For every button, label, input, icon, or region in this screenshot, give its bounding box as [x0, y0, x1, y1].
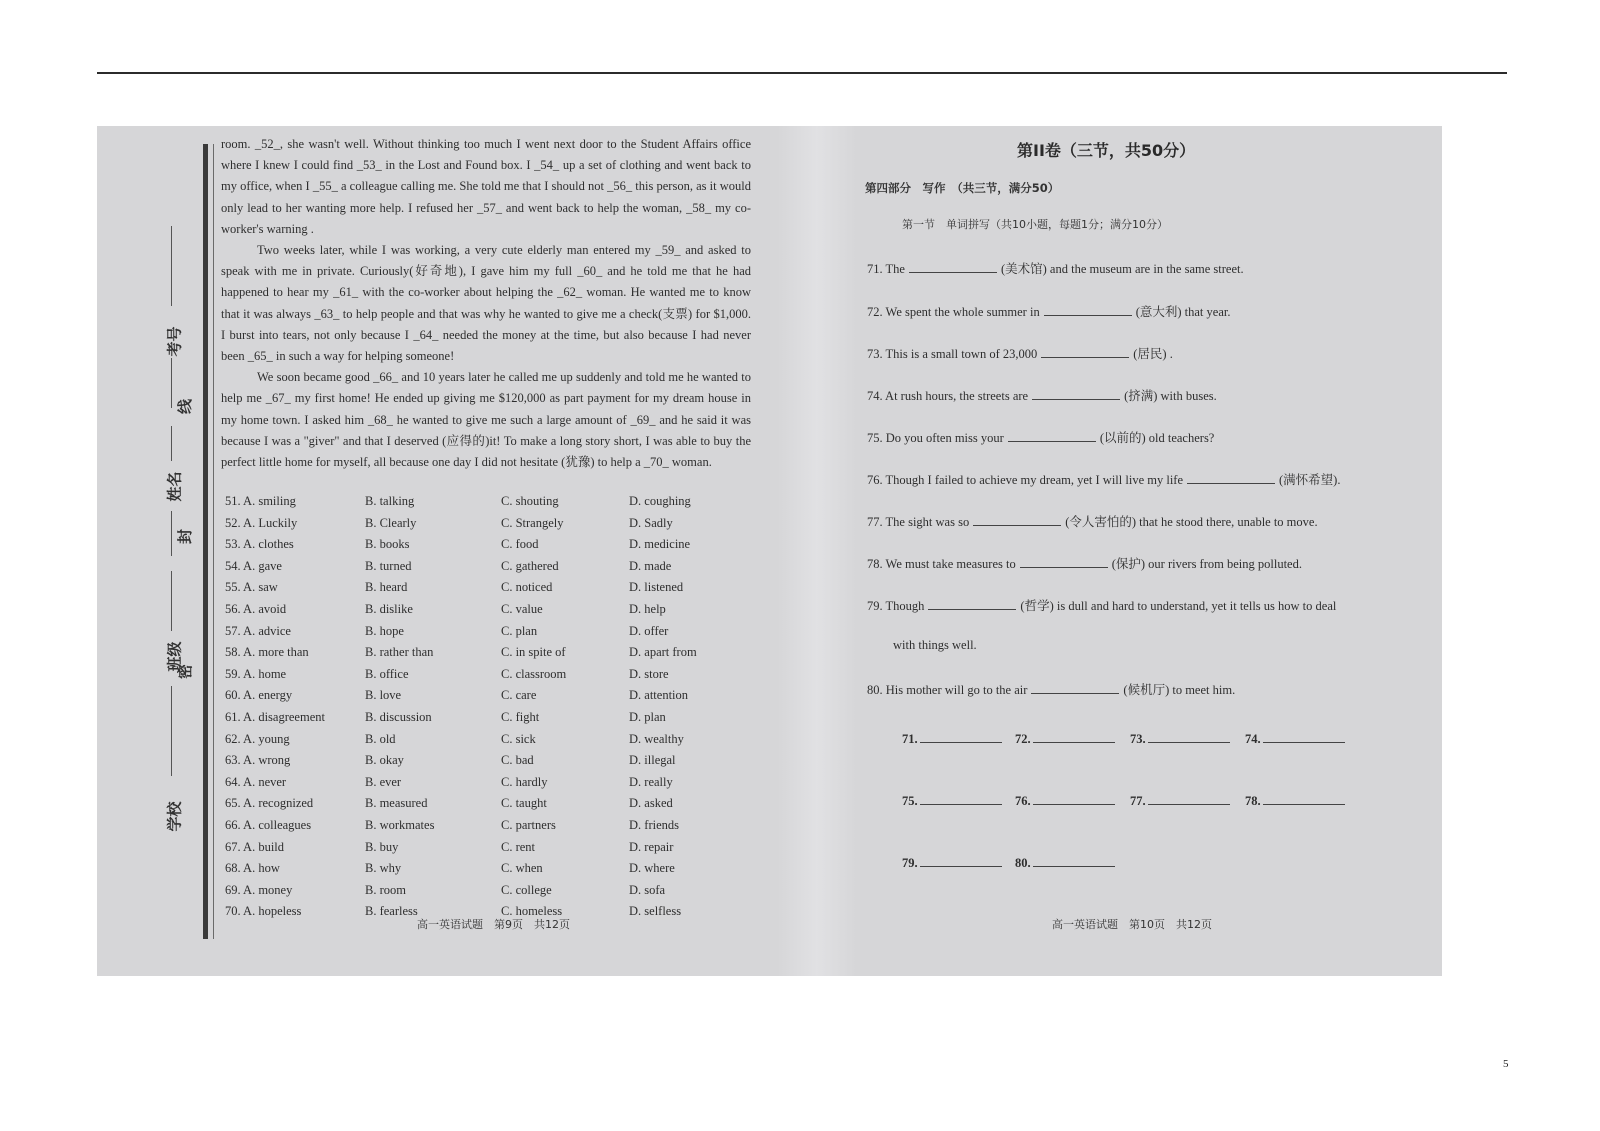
top-rule	[97, 72, 1507, 74]
field-line-class	[171, 686, 172, 776]
option-c: C. hardly	[501, 774, 548, 789]
answer-79: 79.	[902, 856, 1006, 871]
option-c: C. rent	[501, 839, 536, 854]
option-d: D. listened	[629, 580, 684, 595]
answer-blank[interactable]	[1008, 431, 1096, 442]
answer-71: 71.	[902, 732, 1006, 747]
passage-paragraph: room. _52_, she wasn't well. Without thinking too much I went next door to the Student Affairs office where I knew I could find _53_ in the Lost and Found box. I _54_ up a set of clothing and went back to my office, when I _55_ a colleague calling me. She told me that I should not _56_ this person, as it would only lead to her wanting more help. I refused her _57_ and went back to help the woman, _58_ my co-worker's warning .	[221, 137, 751, 236]
option-row	[225, 861, 765, 883]
option-d: D. wealthy	[629, 731, 684, 746]
option-b: B. workmates	[365, 817, 435, 832]
option-row	[225, 796, 765, 818]
option-row	[225, 710, 765, 732]
option-b: B. heard	[365, 580, 408, 595]
page-number: 5	[1503, 1058, 1509, 1070]
label-secret: 密	[176, 663, 195, 680]
answer-blank[interactable]	[973, 515, 1061, 526]
option-row	[225, 602, 765, 624]
option-d: D. help	[629, 601, 666, 616]
option-c: C. value	[501, 601, 543, 616]
option-a: 57. A. advice	[225, 623, 291, 638]
option-c: C. homeless	[501, 904, 563, 919]
option-a: 69. A. money	[225, 882, 293, 897]
option-b: B. Clearly	[365, 515, 417, 530]
option-d: D. plan	[629, 709, 666, 724]
option-a: 63. A. wrong	[225, 753, 291, 768]
answer-line[interactable]	[1263, 732, 1345, 743]
option-c: C. food	[501, 537, 539, 552]
option-row	[225, 667, 765, 689]
option-d: D. made	[629, 558, 672, 573]
option-row	[225, 516, 765, 538]
question-79: 79. Though (哲学) is dull and hard to understand, yet it tells us how to deal	[867, 599, 1337, 613]
option-d: D. store	[629, 666, 669, 681]
answer-line[interactable]	[920, 794, 1002, 805]
answer-line[interactable]	[1148, 794, 1230, 805]
answer-line[interactable]	[920, 732, 1002, 743]
passage-paragraph: We soon became good _66_ and 10 years later he called me up suddenly and told me he wanted to help me _67_ my first home! He ended up giving me $120,000 as part payment for my dream house in my home town. I asked him _68_ he wanted to give me such a large amount of _69_ and he said it was because I was a "giver" and that I deserved (应得的)it! To make a long story short, I was able to buy the perfect little home for myself, all because one day I did not hesitate (犹豫) to help a _70_ woman.	[221, 370, 751, 470]
option-a: 53. A. clothes	[225, 537, 294, 552]
question-71: 71. The (美术馆) and the museum are in the same street.	[867, 262, 1244, 276]
answer-line[interactable]	[1148, 732, 1230, 743]
option-d: D. Sadly	[629, 515, 673, 530]
option-b: B. okay	[365, 753, 404, 768]
option-a: 58. A. more than	[225, 645, 309, 660]
option-c: C. bad	[501, 753, 534, 768]
question-80: 80. His mother will go to the air (候机厅) to meet him.	[867, 683, 1236, 697]
option-b: B. hope	[365, 623, 404, 638]
field-line-name	[171, 511, 172, 556]
option-b: B. rather than	[365, 645, 434, 660]
option-b: B. office	[365, 666, 409, 681]
option-b: B. fearless	[365, 904, 418, 919]
option-c: C. care	[501, 688, 537, 703]
option-a: 60. A. energy	[225, 688, 293, 703]
answer-76: 76.	[1015, 794, 1119, 809]
option-c: C. classroom	[501, 666, 567, 681]
option-d: D. offer	[629, 623, 669, 638]
option-row	[225, 753, 765, 775]
option-d: D. really	[629, 774, 673, 789]
option-row	[225, 580, 765, 602]
label-class: 班级	[165, 641, 184, 672]
option-b: B. books	[365, 537, 410, 552]
option-b: B. talking	[365, 494, 415, 508]
option-row	[225, 732, 765, 754]
section-heading: 第一节 单词拼写（共10小题，每题1分；满分10分）	[902, 218, 1168, 231]
option-d: D. where	[629, 861, 675, 876]
label-seal: 封	[176, 528, 195, 545]
scanned-exam-spread	[97, 126, 1442, 976]
option-c: C. sick	[501, 731, 536, 746]
option-a: 55. A. saw	[225, 580, 278, 595]
option-b: B. dislike	[365, 601, 413, 616]
answer-blank[interactable]	[1031, 683, 1119, 694]
field-line-3	[171, 426, 172, 461]
option-a: 68. A. how	[225, 861, 280, 876]
field-line-2	[171, 358, 172, 408]
option-a: 62. A. young	[225, 731, 290, 746]
option-b: B. room	[365, 882, 406, 897]
option-a: 65. A. recognized	[225, 796, 314, 811]
option-a: 70. A. hopeless	[225, 904, 302, 919]
answer-line[interactable]	[1263, 794, 1345, 805]
option-c: C. college	[501, 882, 552, 897]
option-c: C. noticed	[501, 580, 553, 595]
answer-74: 74.	[1245, 732, 1349, 747]
option-d: D. medicine	[629, 537, 691, 552]
option-a: 59. A. home	[225, 666, 287, 681]
option-row	[225, 840, 765, 862]
option-row	[225, 883, 765, 905]
label-school: 学校	[165, 801, 184, 832]
options-list	[225, 494, 765, 926]
option-c: C. partners	[501, 817, 556, 832]
answer-blank[interactable]	[1044, 305, 1132, 316]
option-b: B. turned	[365, 558, 412, 573]
answer-blank[interactable]	[1041, 347, 1129, 358]
option-row	[225, 688, 765, 710]
option-d: D. apart from	[629, 645, 697, 660]
right-page-footer: 高一英语试题 第10页 共12页	[1052, 918, 1212, 931]
field-line-4	[171, 571, 172, 631]
option-a: 64. A. never	[225, 774, 287, 789]
label-line: 线	[176, 398, 195, 415]
answer-72: 72.	[1015, 732, 1119, 747]
option-d: D. friends	[629, 817, 679, 832]
option-c: C. when	[501, 861, 543, 876]
option-c: C. fight	[501, 709, 540, 724]
option-b: B. love	[365, 688, 402, 703]
question-76: 76. Though I failed to achieve my dream, yet I will live my life (满怀希望).	[867, 473, 1341, 487]
question-72: 72. We spent the whole summer in (意大利) that year.	[867, 305, 1231, 319]
option-a: 61. A. disagreement	[225, 709, 325, 724]
option-a: 56. A. avoid	[225, 601, 287, 616]
section-title: 第II卷（三节，共50分）	[1017, 141, 1196, 160]
option-c: C. taught	[501, 796, 547, 811]
label-exam-no: 考号	[165, 326, 184, 357]
option-row	[225, 559, 765, 581]
option-d: D. selfless	[629, 904, 682, 919]
answer-75: 75.	[902, 794, 1006, 809]
option-b: B. discussion	[365, 709, 432, 724]
passage	[221, 134, 751, 473]
question-74: 74. At rush hours, the streets are (挤满) with buses.	[867, 389, 1217, 403]
option-b: B. measured	[365, 796, 428, 811]
option-a: 52. A. Luckily	[225, 515, 298, 530]
option-d: D. coughing	[629, 494, 691, 508]
option-d: D. asked	[629, 796, 673, 811]
option-a: 66. A. colleagues	[225, 817, 312, 832]
answer-blank[interactable]	[1032, 389, 1120, 400]
option-row	[225, 537, 765, 559]
answer-line[interactable]	[1033, 794, 1115, 805]
option-c: C. Strangely	[501, 515, 564, 530]
part-heading: 第四部分 写作 （共三节，满分50）	[865, 181, 1060, 195]
question-78: 78. We must take measures to (保护) our rivers from being polluted.	[867, 557, 1302, 571]
option-b: B. old	[365, 731, 396, 746]
option-row	[225, 645, 765, 667]
question-73: 73. This is a small town of 23,000 (居民) .	[867, 347, 1173, 361]
option-row	[225, 494, 765, 516]
answer-78: 78.	[1245, 794, 1349, 809]
option-c: C. plan	[501, 623, 538, 638]
answer-77: 77.	[1130, 794, 1234, 809]
binding-line	[203, 144, 208, 939]
option-row	[225, 624, 765, 646]
answer-line[interactable]	[920, 856, 1002, 867]
option-d: D. sofa	[629, 882, 666, 897]
answer-80: 80.	[1015, 856, 1119, 871]
option-d: D. repair	[629, 839, 674, 854]
binding-thin-line	[213, 144, 214, 939]
answer-line[interactable]	[1033, 856, 1115, 867]
option-row	[225, 775, 765, 797]
answer-blank[interactable]	[928, 599, 1016, 610]
question-75: 75. Do you often miss your (以前的) old teachers?	[867, 431, 1215, 445]
option-a: 54. A. gave	[225, 558, 282, 573]
option-a: 67. A. build	[225, 839, 285, 854]
field-line-exam-no	[171, 226, 172, 306]
question-77: 77. The sight was so (令人害怕的) that he stood there, unable to move.	[867, 515, 1318, 529]
answer-blank[interactable]	[909, 262, 997, 273]
option-c: C. in spite of	[501, 645, 566, 660]
page-fold	[777, 126, 857, 976]
answer-73: 73.	[1130, 732, 1234, 747]
option-b: B. ever	[365, 774, 402, 789]
option-a: 51. A. smiling	[225, 494, 296, 508]
option-c: C. gathered	[501, 558, 559, 573]
answer-blank[interactable]	[1187, 473, 1275, 484]
answer-blank[interactable]	[1020, 557, 1108, 568]
left-page-footer: 高一英语试题 第9页 共12页	[417, 918, 570, 931]
option-c: C. shouting	[501, 494, 559, 508]
label-name: 姓名	[165, 471, 184, 502]
option-b: B. why	[365, 861, 402, 876]
question-79-continued: with things well.	[893, 638, 977, 652]
option-d: D. illegal	[629, 753, 676, 768]
answer-line[interactable]	[1033, 732, 1115, 743]
option-row	[225, 818, 765, 840]
passage-paragraph: Two weeks later, while I was working, a very cute elderly man entered my _59_ and asked to speak with me in private. Curiously(好奇地), I gave him my full _60_ and he told me that he had happened to hear my _61_ with the co-worker about helping the _62_ woman. He wanted me to know that it was always _63_ to help people and that was why he wanted to give me a check(支票) for $1,000. I burst into tears, not only because I _64_ needed the money at the time, but also because I had never been _65_ in such a way for helping someone!	[221, 243, 751, 364]
option-d: D. attention	[629, 688, 689, 703]
option-b: B. buy	[365, 839, 399, 854]
